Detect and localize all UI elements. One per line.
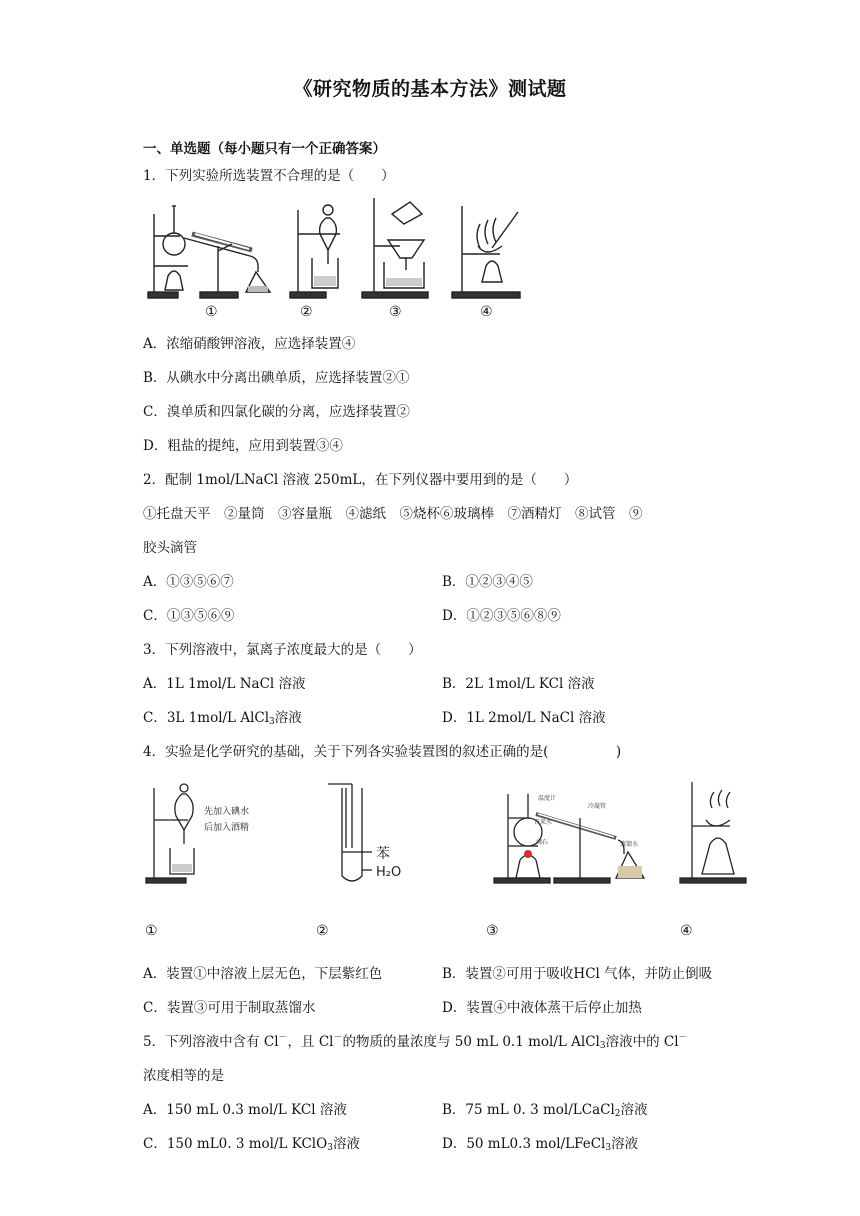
q5-option-a: A．150 mL 0.3 mol/L KCl 溶液	[143, 1102, 347, 1118]
q4-figure-label-3: ③	[486, 923, 499, 939]
q2-option-d: D．①②③⑤⑥⑧⑨	[442, 608, 561, 624]
q1-apparatus-figure	[140, 196, 540, 302]
q1-figure-label-2: ②	[300, 304, 313, 320]
q1-figure-label-4: ④	[480, 304, 493, 320]
q2-items-line-1: ①托盘天平 ②量筒 ③容量瓶 ④滤纸 ⑤烧杯⑥玻璃棒 ⑦酒精灯 ⑧试管 ⑨	[143, 506, 643, 522]
q3-option-b: B．2L 1mol/L KCl 溶液	[442, 676, 595, 692]
q4-fig3-label-distilled-water: 蒸馏水	[620, 841, 639, 848]
q4-fig2-label-benzene: 苯	[376, 846, 390, 862]
q2-option-c: C．①③⑤⑥⑨	[143, 608, 235, 624]
q1-figure-label-1: ①	[205, 304, 218, 320]
q4-stem: 4．实验是化学研究的基础，关于下列各实验装置图的叙述正确的是( )	[143, 744, 622, 760]
q4-figure-label-1: ①	[145, 923, 158, 939]
q4-fig2-label-water: H₂O	[376, 865, 402, 880]
q4-option-b: B．装置②可用于吸收HCl 气体，并防止倒吸	[442, 966, 713, 982]
q4-option-a: A．装置①中溶液上层无色，下层紫红色	[143, 966, 383, 982]
q4-fig1-note-1: 先加入碘水	[204, 807, 250, 817]
q5-stem-line-2: 浓度相等的是	[143, 1068, 224, 1084]
q5-option-b: B．75 mL 0. 3 mol/LCaCl$_2$溶液	[442, 1102, 648, 1119]
q4-fig1-note-2: 后加入酒精	[204, 823, 250, 833]
q2-items-line-2: 胶头滴管	[143, 540, 197, 556]
q4-fig3-label-tap-water: 自来水	[534, 819, 553, 826]
q4-fig3-label-boiling-stone: 沸石	[536, 839, 549, 846]
q2-option-b: B．①②③④⑤	[442, 574, 533, 590]
q1-option-b: B．从碘水中分离出碘单质，应选择装置②①	[143, 370, 410, 386]
q4-fig3-label-thermometer: 温度计	[538, 795, 557, 802]
q3-option-c: C．3L 1mol/L AlCl$_3$溶液	[143, 710, 302, 727]
q1-stem: 1．下列实验所选装置不合理的是（ ）	[143, 168, 395, 184]
q3-stem: 3．下列溶液中，氯离子浓度最大的是（ ）	[143, 642, 422, 658]
q5-option-d: D．50 mL0.3 mol/LFeCl$_3$溶液	[442, 1136, 639, 1153]
q1-option-c: C．溴单质和四氯化碳的分离，应选择装置②	[143, 404, 410, 420]
q4-option-c: C．装置③可用于制取蒸馏水	[143, 1000, 316, 1016]
q5-option-c: C．150 mL0. 3 mol/L KClO$_3$溶液	[143, 1136, 360, 1153]
q1-option-d: D．粗盐的提纯，应用到装置③④	[143, 438, 343, 454]
q1-option-a: A．浓缩硝酸钾溶液，应选择装置④	[143, 336, 356, 352]
q1-figure-label-3: ③	[389, 304, 402, 320]
q4-apparatus-figure	[140, 778, 750, 890]
q4-figure-label-4: ④	[680, 923, 693, 939]
q4-fig3-label-condenser: 冷凝管	[588, 803, 607, 810]
page-title: 《研究物质的基本方法》测试题	[293, 78, 567, 100]
q5-stem: 5．下列溶液中含有 Cl－，且 Cl－的物质的量浓度与 50 mL 0.1 mol/L AlCl$_3$溶液中的 Cl－	[143, 1033, 688, 1051]
q3-option-d: D．1L 2mol/L NaCl 溶液	[442, 710, 606, 726]
q4-figure-label-2: ②	[316, 923, 329, 939]
section-header: 一、单选题（每小题只有一个正确答案）	[143, 141, 386, 157]
q3-option-a: A．1L 1mol/L NaCl 溶液	[143, 676, 306, 692]
q2-option-a: A．①③⑤⑥⑦	[143, 574, 234, 590]
q2-stem: 2．配制 1mol/LNaCl 溶液 250mL，在下列仪器中要用到的是（ ）	[143, 472, 578, 488]
q4-option-d: D．装置④中液体蒸干后停止加热	[442, 1000, 642, 1016]
